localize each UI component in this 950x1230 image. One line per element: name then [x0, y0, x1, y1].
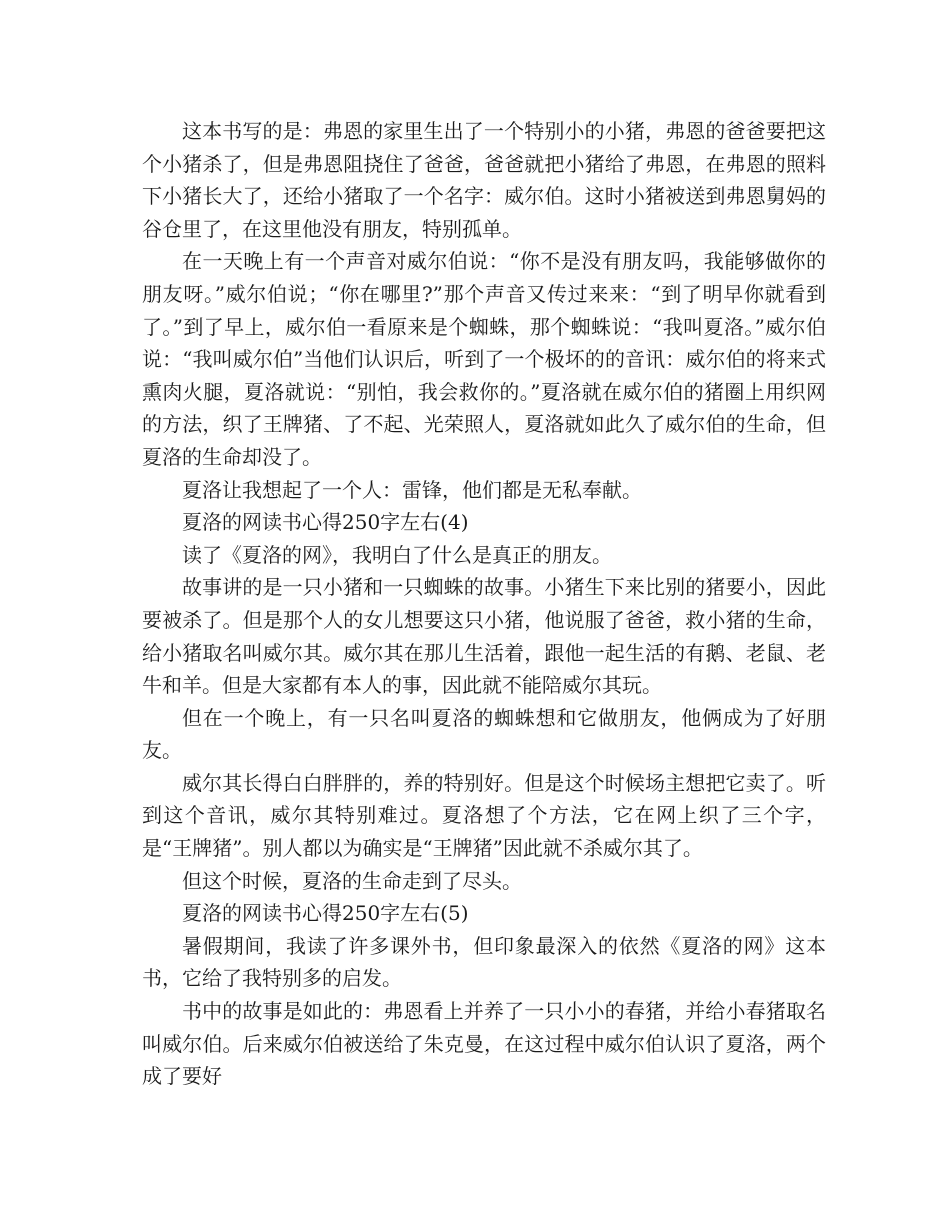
paragraph: 夏洛让我想起了一个人：雷锋，他们都是无私奉献。 [182, 477, 642, 502]
paragraph: 在一天晚上有一个声音对威尔伯说：“你不是没有朋友吗，我能够做你的朋友呀。”威尔伯说；“你在哪里?”那个声音又传过来来：“到了明早你就看到了。”到了早上，威尔伯一看原来是个蜘蛛，那个蜘蛛说：“我叫夏洛。”威尔伯说：“我叫威尔伯”当他们认识后，听到了一个极坏的的音讯：威尔伯的将来式熏肉火腿，夏洛就说：“别怕，我会救你的。”夏洛就在威尔伯的猪圈上用织网的方法，织了王牌猪、了不起、光荣照人，夏洛就如此久了威尔伯的生命，但夏洛的生命却没了。 [142, 249, 826, 469]
paragraph: 但这个时候，夏洛的生命走到了尽头。 [182, 868, 522, 893]
paragraph: 威尔其长得白白胖胖的，养的特别好。但是这个时候场主想把它卖了。听到这个音讯，威尔其特别难过。夏洛想了个方法，它在网上织了三个字，是“王牌猪”。别人都以为确实是“王牌猪”因此就不杀威尔其了。 [142, 770, 826, 861]
paragraph: 但在一个晚上，有一只名叫夏洛的蜘蛛想和它做朋友，他俩成为了好朋友。 [142, 705, 826, 763]
document-body [142, 115, 826, 1093]
paragraph: 故事讲的是一只小猪和一只蜘蛛的故事。小猪生下来比别的猪要小，因此要被杀了。但是那个人的女儿想要这只小猪，他说服了爸爸，救小猪的生命，给小猪取名叫威尔其。威尔其在那儿生活着，跟他一起生活的有鹅、老鼠、老牛和羊。但是大家都有本人的事，因此就不能陪威尔其玩。 [142, 575, 826, 698]
paragraph: 读了《夏洛的网》，我明白了什么是真正的朋友。 [182, 542, 612, 567]
paragraph: 这本书写的是：弗恩的家里生出了一个特别小的小猪，弗恩的爸爸要把这个小猪杀了，但是弗恩阻挠住了爸爸，爸爸就把小猪给了弗恩，在弗恩的照料下小猪长大了，还给小猪取了一个名字：威尔伯。这时小猪被送到弗恩舅妈的谷仓里了，在这里他没有朋友，特别孤单。 [142, 119, 826, 241]
section-heading: 夏洛的网读书心得250字左右(4) [182, 510, 469, 535]
paragraph: 暑假期间，我读了许多课外书，但印象最深入的依然《夏洛的网》这本书，它给了我特别多的启发。 [142, 933, 826, 991]
section-heading: 夏洛的网读书心得250字左右(5) [182, 901, 469, 926]
paragraph: 书中的故事是如此的：弗恩看上并养了一只小小的春猪，并给小春猪取名叫威尔伯。后来威尔伯被送给了朱克曼，在这过程中威尔伯认识了夏洛，两个成了要好 [142, 999, 826, 1089]
